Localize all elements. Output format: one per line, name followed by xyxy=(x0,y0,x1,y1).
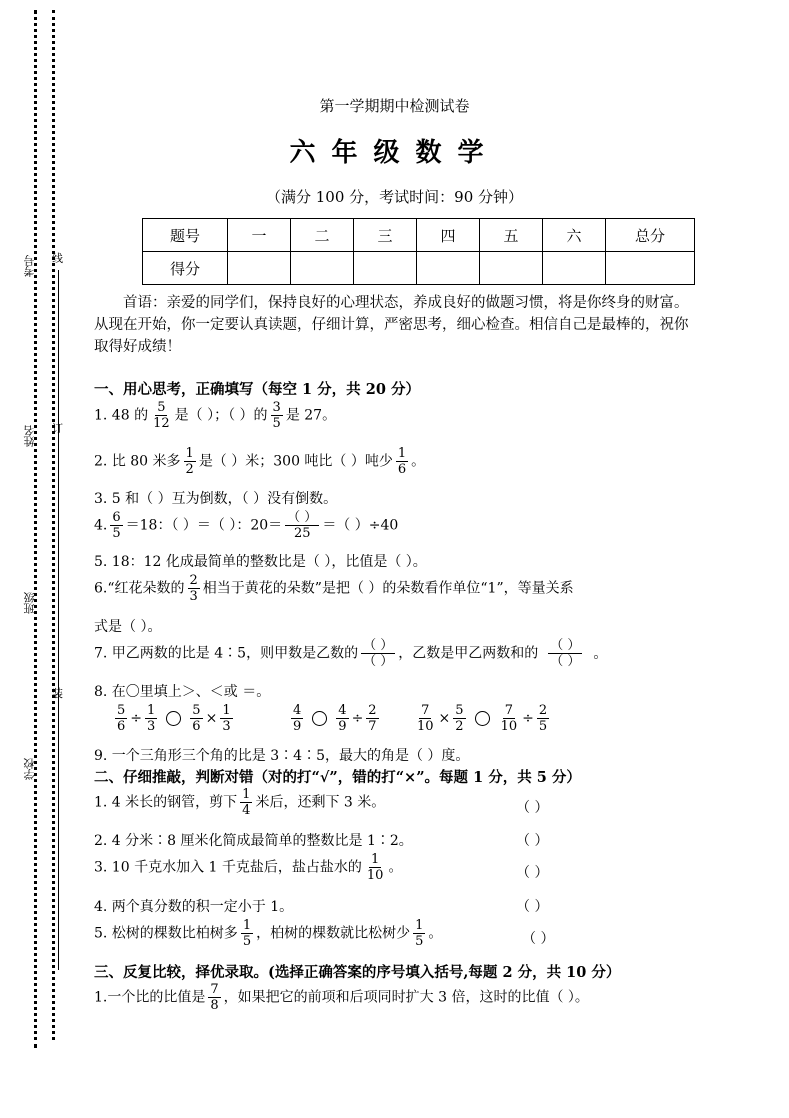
fraction: $\frac{( )}{( )}$ xyxy=(550,638,581,669)
section-3-heading: 三、反复比较，择优录取。(选择正确答案的序号填入括号,每题 2 分，共 10 分） xyxy=(94,964,621,981)
margin-label-name: 姓名 xyxy=(23,425,36,447)
judge-4: 4. 两个真分数的积一定小于 1。 xyxy=(94,899,294,915)
operator: × xyxy=(438,710,451,727)
fraction: $\frac{1}{6}$ xyxy=(397,446,407,477)
question-4 xyxy=(94,510,398,541)
question-7 xyxy=(94,638,607,669)
fraction: $\frac{3}{5}$ xyxy=(272,400,281,431)
fraction: $\frac{1}{2}$ xyxy=(185,446,194,477)
question-8-expr-3 xyxy=(412,703,552,734)
choice-1 xyxy=(94,982,589,1013)
q2-text-c: 。 xyxy=(411,453,426,470)
judge-1 xyxy=(94,787,385,818)
judge-1-answer[interactable]: （ ） xyxy=(516,800,549,816)
score-cell[interactable] xyxy=(417,252,480,285)
q6-text-a: 6.“红花朵数的 xyxy=(94,580,185,597)
score-header-cell: 三 xyxy=(354,219,417,252)
operator: × xyxy=(205,710,218,727)
score-header-cell: 一 xyxy=(228,219,291,252)
score-table xyxy=(142,218,695,285)
score-header-cell: 六 xyxy=(543,219,606,252)
j3-text-b: 。 xyxy=(388,859,403,876)
fraction: $\frac{1}{10}$ xyxy=(366,852,384,883)
margin-label-school: 学校 xyxy=(23,758,36,780)
fraction: $\frac{1}{5}$ xyxy=(242,918,252,949)
fraction: $\frac{2}{3}$ xyxy=(189,573,198,604)
operator: ÷ xyxy=(130,710,143,727)
j5-text-a: 5. 松树的棵数比柏树多 xyxy=(94,925,238,942)
judge-3-answer[interactable]: （ ） xyxy=(516,865,549,881)
fraction: $\frac{7}{10}$ xyxy=(500,703,518,734)
question-8-expr-1 xyxy=(112,703,236,734)
fraction: $\frac{5}{6}$ xyxy=(192,703,201,734)
intro-paragraph: 首语：亲爱的同学们，保持良好的心理状态，养成良好的做题习惯，将是你终身的财富。从现在开始，你一定要认真读题，仔细计算，严密思考，细心检查。相信自己是最棒的，祝你取得好成绩！ xyxy=(94,295,689,355)
operator: ÷ xyxy=(351,710,364,727)
question-6-cont: 式是（ ）。 xyxy=(94,619,162,635)
score-header-cell: 总分 xyxy=(606,219,695,252)
question-3: 3. 5 和（ ）互为倒数，（ ）没有倒数。 xyxy=(94,491,338,507)
judge-3 xyxy=(94,852,402,883)
q7-text-a: 7. 甲乙两数的比是 4∶5，则甲数是乙数的 xyxy=(94,645,359,662)
q4-text-b: ＝18：（ ）＝（ ）：20＝ xyxy=(125,517,283,534)
judge-5-answer[interactable]: （ ） xyxy=(522,931,555,947)
score-cell[interactable] xyxy=(228,252,291,285)
compare-circle[interactable] xyxy=(312,711,327,726)
q4-text-a: 4. xyxy=(94,517,108,534)
exam-title: 六年级数学 xyxy=(289,138,500,168)
judge-2-answer[interactable]: （ ） xyxy=(516,833,549,849)
q6-text-b: 相当于黄花的朵数”是把（ ）的朵数看作单位“1”，等量关系 xyxy=(202,580,574,597)
fraction: $\frac{1}{4}$ xyxy=(242,787,251,818)
question-8-expr-2 xyxy=(288,703,382,734)
question-2 xyxy=(94,446,425,477)
c1-text-b: ，如果把它的前项和后项同时扩大 3 倍，这时的比值（ ）。 xyxy=(223,989,589,1006)
compare-circle[interactable] xyxy=(475,711,490,726)
j3-text-a: 3. 10 千克水加入 1 千克盐后，盐占盐水的 xyxy=(94,859,362,876)
margin-label-exam-number: 考号 xyxy=(23,255,36,277)
margin-sep-binding: 订 xyxy=(52,422,63,435)
margin-sep-line: 线 xyxy=(52,252,63,265)
question-6 xyxy=(94,573,574,604)
score-cell[interactable] xyxy=(543,252,606,285)
section-1-heading: 一、用心思考，正确填写（每空 1 分，共 20 分） xyxy=(94,381,420,398)
j5-text-b: ，柏树的棵数就比松树少 xyxy=(256,925,411,942)
j1-text-a: 1. 4 米长的钢管，剪下 xyxy=(94,794,238,811)
score-table-header-row xyxy=(143,219,695,252)
question-8: 8. 在〇里填上＞、＜或 ＝。 xyxy=(94,684,271,700)
q1-text-a: 1. 48 的 xyxy=(94,407,149,424)
q2-text-b: 是（ ）米；300 吨比（ ）吨少 xyxy=(198,453,393,470)
binding-solid-line xyxy=(58,270,59,970)
fraction: $\frac{7}{10}$ xyxy=(417,703,434,734)
j5-text-c: 。 xyxy=(428,925,443,942)
question-1 xyxy=(94,400,336,431)
fraction: $\frac{5}{12}$ xyxy=(153,400,170,431)
fraction: $\frac{( )}{( )}$ xyxy=(363,638,394,669)
fraction: $\frac{2}{7}$ xyxy=(368,703,377,734)
fraction: $\frac{5}{6}$ xyxy=(117,703,126,734)
fraction: $\frac{( )}{25}$ xyxy=(287,510,318,541)
question-9: 9. 一个三角形三个角的比是 3∶4∶5，最大的角是（ ）度。 xyxy=(94,748,470,764)
fraction: $\frac{2}{5}$ xyxy=(538,703,548,734)
score-row-label: 得分 xyxy=(143,252,228,285)
score-cell[interactable] xyxy=(480,252,543,285)
q2-text-a: 2. 比 80 米多 xyxy=(94,453,181,470)
judge-4-answer[interactable]: （ ） xyxy=(516,899,549,915)
margin-label-class: 班级 xyxy=(23,592,36,614)
q1-text-c: 是 27。 xyxy=(285,407,337,424)
score-header-cell: 四 xyxy=(417,219,480,252)
operator: ÷ xyxy=(522,710,534,727)
fraction: $\frac{1}{3}$ xyxy=(222,703,231,734)
score-table-score-row xyxy=(143,252,695,285)
score-cell[interactable] xyxy=(291,252,354,285)
exam-subtitle: 第一学期期中检测试卷 xyxy=(319,97,470,115)
fraction: $\frac{1}{5}$ xyxy=(415,918,424,949)
score-cell[interactable] xyxy=(354,252,417,285)
fraction: $\frac{6}{5}$ xyxy=(112,510,121,541)
score-cell[interactable] xyxy=(606,252,695,285)
compare-circle[interactable] xyxy=(166,711,181,726)
q4-text-c: ＝（ ）÷40 xyxy=(322,517,399,534)
fraction: $\frac{7}{8}$ xyxy=(210,982,219,1013)
q7-text-b: ，乙数是甲乙两数和的 xyxy=(398,645,539,662)
c1-text-a: 1.一个比的比值是 xyxy=(94,989,206,1006)
question-5: 5. 18：12 化成最简单的整数比是（ ），比值是（ ）。 xyxy=(94,554,427,570)
judge-2: 2. 4 分米∶8 厘米化简成最简单的整数比是 1∶2。 xyxy=(94,833,413,849)
q7-text-c: 。 xyxy=(593,645,608,662)
score-header-cell: 二 xyxy=(291,219,354,252)
fraction: $\frac{4}{9}$ xyxy=(293,703,302,734)
j1-text-b: 米后，还剩下 3 米。 xyxy=(255,794,386,811)
judge-5 xyxy=(94,918,442,949)
section-2-heading: 二、仔细推敲，判断对错（对的打“√”，错的打“×”。每题 1 分，共 5 分） xyxy=(94,769,581,786)
exam-info: （满分 100 分，考试时间：90 分钟） xyxy=(265,188,524,206)
score-header-cell: 题号 xyxy=(143,219,228,252)
margin-sep-staple: 装 xyxy=(52,687,63,700)
fraction: $\frac{5}{2}$ xyxy=(455,703,464,734)
score-header-cell: 五 xyxy=(480,219,543,252)
fraction: $\frac{1}{3}$ xyxy=(147,703,156,734)
q1-text-b: 是（ ）；（ ）的 xyxy=(174,407,268,424)
fraction: $\frac{4}{9}$ xyxy=(338,703,347,734)
